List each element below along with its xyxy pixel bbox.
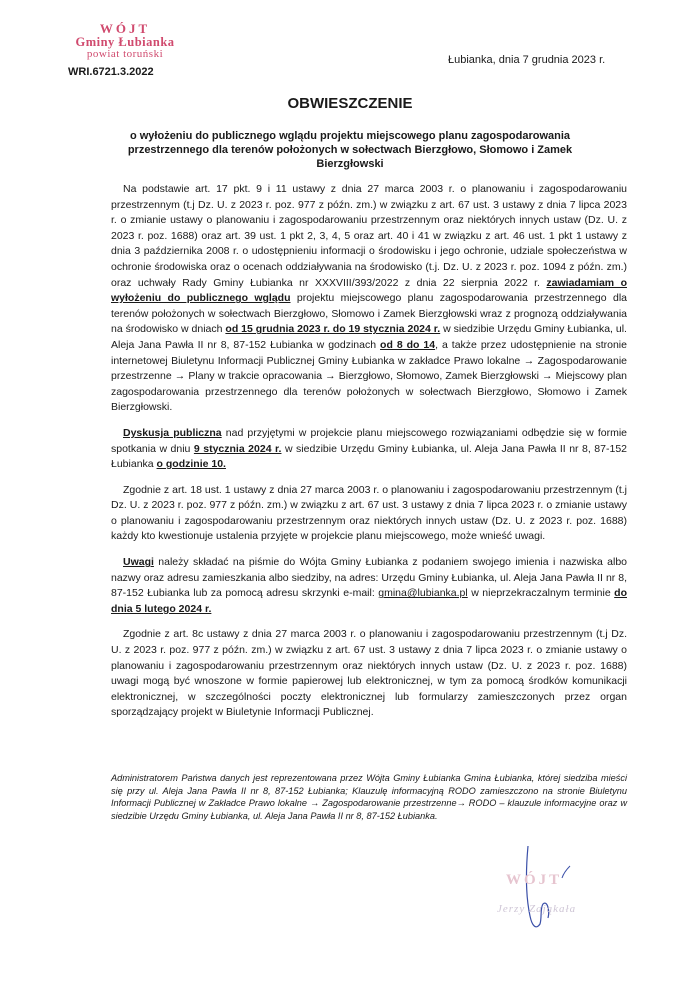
comments-label: Uwagi — [123, 556, 154, 569]
paragraph-submission-form: Zgodnie z art. 8c ustawy z dnia 27 marca 2003 r. o planowaniu i zagospodarowaniu przestrzennym (t.j Dz. U. z 2023 r. poz. 977 z późn. zm.) w związku z art. 67 ust. 3 ustawy z dnia 7 lipca 2023 r. o zmianie ustawy o planowaniu i zagospodarowaniu przestrzennym oraz niektórych innych ustaw (Dz. U. z 2023 r. poz. 1688) uwagi mogą być wnoszone w formie papierowej lub elektronicznej, w tym za pomocą środków komunikacji elektronicznej, w szczególności poczty elektronicznej lub formularzy zamieszczonych przez organ sporządzający projekt w Biuletynie Informacji Publicznej. — [111, 628, 627, 719]
stamp-county: powiat toruński — [86, 47, 164, 60]
office-hours: od 8 do 14 — [380, 338, 436, 351]
office-stamp — [60, 22, 190, 60]
public-discussion-label: Dyskusja publiczna — [123, 426, 222, 439]
notice-emphasis: zawiadamiam o wyłożeniu do publicznego wglądu — [111, 276, 627, 305]
gdpr-footnote: Administratorem Państwa danych jest reprezentowana przez Wójta Gminy Łubianka Gmina Łubianka, której siedziba mieści się przy ul. Aleja Jana Pawła II nr 8, 87-152 Łubianka; Klauzulę informacyjną RODO zamieszczono na stronie Biuletynu Informacji Publicznej w Zakładce Prawo lokalne → Zagospodarowanie przestrzenne→ RODO – klauzule informacyjne oraz w siedzibie Urzędu Gminy Łubianka, ul. Aleja Jana Pawła II nr 8, 87-152 Łubianka. — [111, 773, 627, 821]
document-title: OBWIESZCZENIE — [287, 95, 413, 112]
paragraph-comments-submission: Uwagi należy składać na piśmie do Wójta Gminy Łubianka z podaniem swojego imienia i nazwiska albo nazwy oraz adresu zamieszkania albo siedziby, na adres: Urzędu Gminy Łubianka, ul. Aleja Jana Pawła II nr 8, 87-152 Łubianka lub za pomocą adresu skrzynki e-mail: gmina@lubianka.pl w nieprzekraczalnym terminie do dnia 5 lutego 2024 r. — [111, 556, 627, 615]
email-link[interactable]: gmina@lubianka.pl — [378, 587, 468, 600]
handwritten-signature — [490, 838, 620, 948]
document-body — [111, 182, 627, 731]
paragraph-right-to-comment: Zgodnie z art. 18 ust. 1 ustawy z dnia 27 marca 2003 r. o planowaniu i zagospodarowaniu przestrzennym (t.j Dz. U. z 2023 r. poz. 977 z późn. zm.) w związku z art. 67 ust. 3 ustawy z dnia 7 lipca 2023 r. o zmianie ustawy o planowaniu i zagospodarowaniu przestrzennym oraz niektórych innych ustaw (Dz. U. z 2023 r. poz. 1688) każdy kto kwestionuje ustalenia przyjęte w projekcie planu miejscowego, może wnieść uwagi. — [111, 483, 627, 543]
discussion-time: o godzinie 10. — [156, 458, 226, 471]
signature-stamp-title: WÓJT — [506, 872, 563, 888]
place-date: Łubianka, dnia 7 grudnia 2023 r. — [448, 54, 606, 66]
stamp-title: WÓJT — [99, 21, 151, 36]
paragraph-public-discussion: Dyskusja publiczna nad przyjętymi w projekcie planu miejscowego rozwiązaniami odbędzie się w formie spotkania w dniu 9 stycznia 2024 r. w siedzibie Urzędu Gminy Łubianka, ul. Aleja Jana Pawła II nr 8, 87-152 Łubianka o godzinie 10. — [111, 426, 628, 471]
signature-stamp-name: Jerzy Zająkała — [497, 903, 577, 915]
paragraph-legal-basis: Na podstawie art. 17 pkt. 9 i 11 ustawy z dnia 27 marca 2003 r. o planowaniu i zagospodarowaniu przestrzennym (t.j Dz. U. z 2023 r. poz. 977 z późn. zm.) w związku z art. 67 ust. 3 ustawy z dnia 7 lipca 2023 r. o zmianie ustawy o planowaniu i zagospodarowaniu przestrzennym oraz niektórych innych ustaw (Dz. U. z 2023 r. poz. 1688) oraz art. 39 ust. 1 pkt 2, 3, 4, 5 oraz art. 40 i 41 w związku z art. 46 ust. 1 pkt 1 ustawy z dnia 3 października 2008 r. o udostępnieniu informacji o środowisku i jego ochronie, udziale społeczeństwa w ochronie środowiska oraz o ocenach oddziaływania na środowisko (t.j. Dz. U. z 2023 r. poz. 1094 z późn. zm.) oraz uchwały Rady Gminy Łubianka nr XXXVIII/393/2022 z dnia 22 sierpnia 2022 r. zawiadamiam o wyłożeniu do publicznego wglądu projektu miejscowego planu zagospodarowania przestrzennego dla terenów położonych w sołectwach Bierzgłowo, Słomowo i Zamek Bierzgłowski wraz z prognozą oddziaływania na środowisko w dniach od 15 grudnia 2023 r. do 19 stycznia 2024 r. w siedzibie Urzędu Gminy Łubianka, ul. Aleja Jana Pawła II nr 8, 87-152 Łubianka w godzinach od 8 do 14, a także przez udostępnienie na stronie internetowej Biuletynu Informacji Publicznej Gminy Łubianka w zakładce Prawo lokalne → Zagospodarowanie przestrzenne → Plany w trakcie opracowania → Bierzgłowo, Słomowo, Zamek Bierzgłowski → Miejscowy plan zagospodarowania przestrzennego dla terenów położonych w sołectwach Bierzgłowo, Słomowo i Zamek Bierzgłowski. — [111, 183, 627, 414]
stamp-municipality: Gminy Łubianka — [75, 34, 175, 49]
discussion-date: 9 stycznia 2024 r. — [193, 442, 282, 455]
exhibition-dates: od 15 grudnia 2023 r. do 19 stycznia 2024 r. — [225, 323, 441, 336]
comments-deadline: do dnia 5 lutego 2024 r. — [111, 587, 627, 615]
reference-number: WRI.6721.3.2022 — [68, 66, 154, 78]
document-subtitle: o wyłożeniu do publicznego wglądu projektu miejscowego planu zagospodarowania przestrzennego dla terenów położonych w sołectwach Bierzgłowo, Słomowo i Zamek Bierzgłowski — [127, 130, 573, 170]
